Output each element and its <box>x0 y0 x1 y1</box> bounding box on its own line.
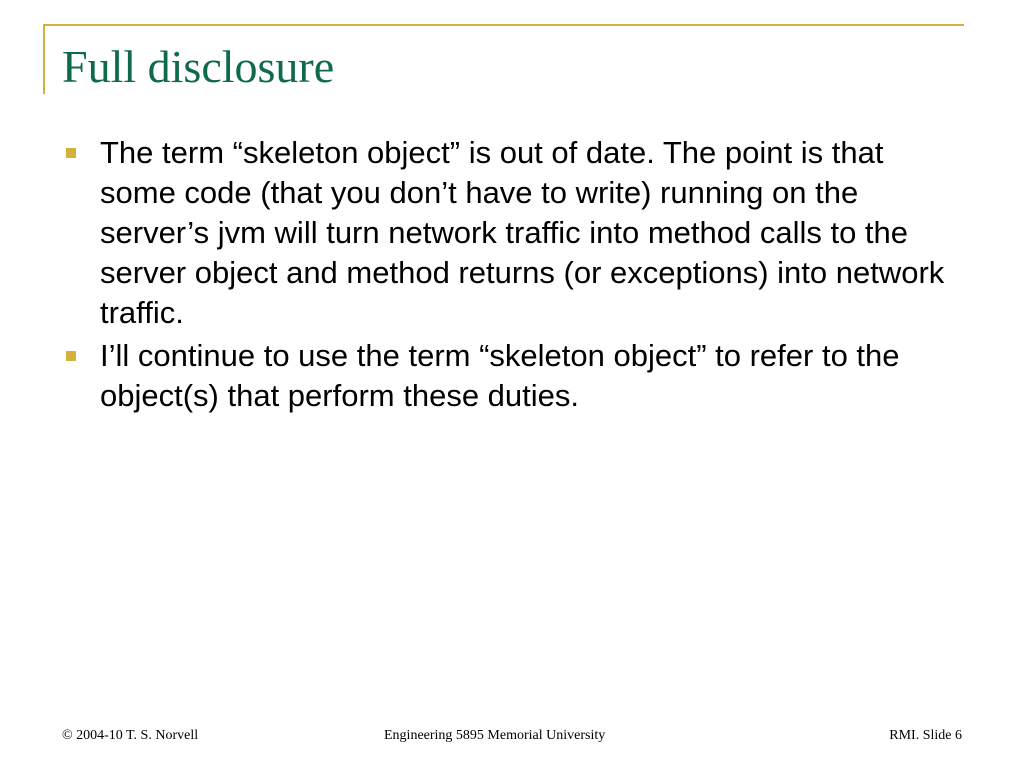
bullet-text: The term “skeleton object” is out of date. The point is that some code (that you don’t have to write) running on the server’s jvm will turn network traffic into method calls to the server object and method returns (or exceptions) into network traffic. <box>100 135 945 330</box>
left-accent-rule <box>43 24 45 94</box>
bullet-item <box>62 336 962 416</box>
footer-course: Engineering 5895 Memorial University <box>384 728 606 743</box>
slide-title: Full disclosure <box>62 41 335 92</box>
footer-copyright: © 2004-10 T. S. Norvell <box>62 728 199 743</box>
footer-slide-number: RMI. Slide 6 <box>889 728 962 743</box>
bullet-item <box>62 133 962 333</box>
square-bullet-icon <box>66 351 76 361</box>
square-bullet-icon <box>66 148 76 158</box>
bullet-text: I’ll continue to use the term “skeleton object” to refer to the object(s) that perform these duties. <box>100 338 900 413</box>
bullet-list <box>62 133 962 419</box>
top-accent-rule <box>43 24 964 26</box>
